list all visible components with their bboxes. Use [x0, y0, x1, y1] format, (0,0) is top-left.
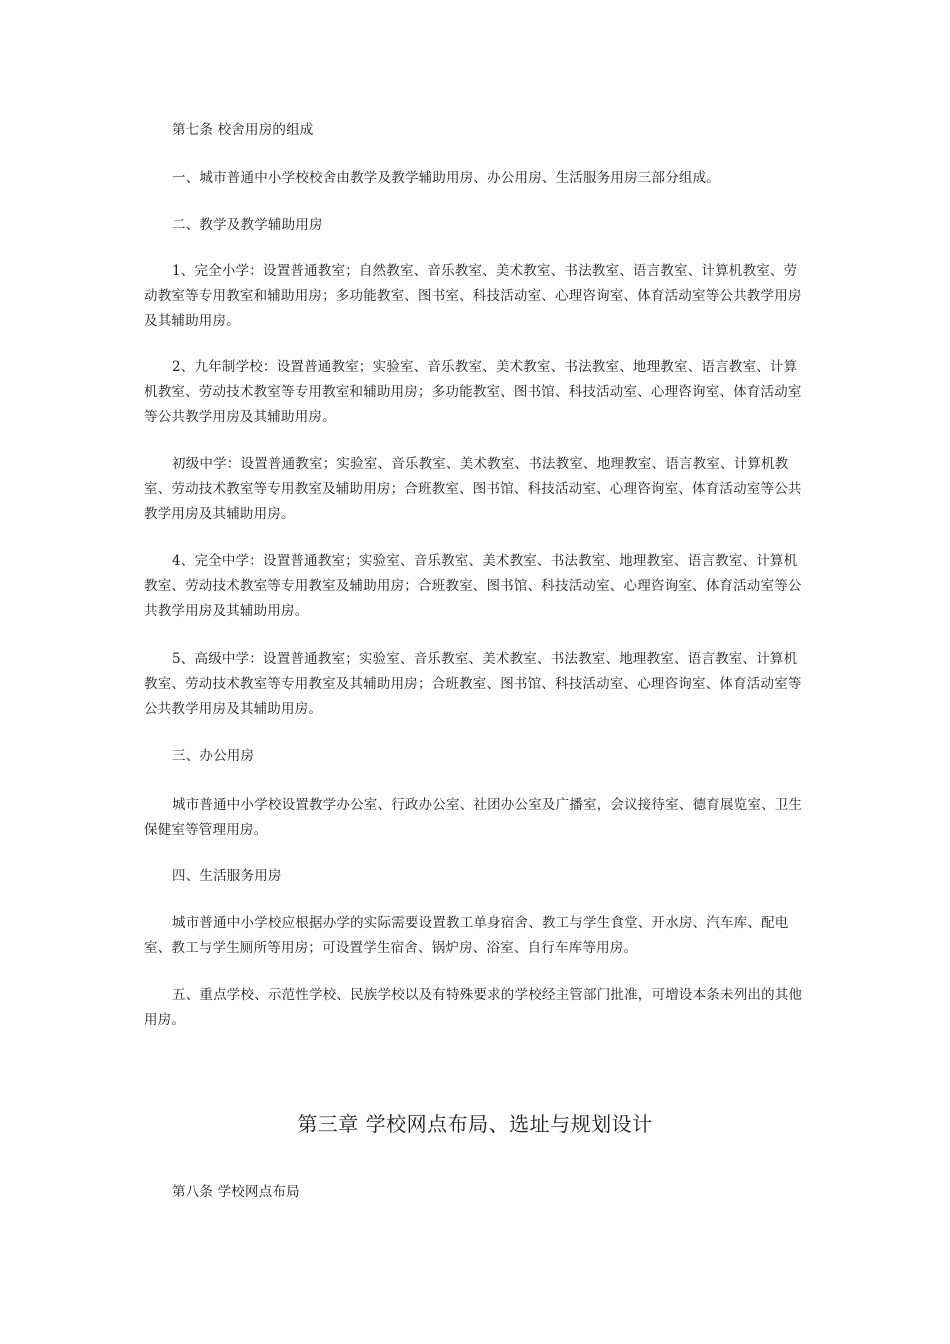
article-7-item-3: 初级中学：设置普通教室；实验室、音乐教室、美术教室、书法教室、地理教室、语言教室、计算机教室、劳动技术教室等专用教室及辅助用房；合班教室、图书馆、科技活动室、心理咨询室、体育活动室等公共教学用房及其辅助用房。 [144, 456, 802, 522]
article-7-section-3-heading: 三、办公用房 [172, 748, 255, 764]
article-7-section-4-body: 城市普通中小学校应根据办学的实际需要设置教工单身宿舍、教工与学生食堂、开水房、汽车库、配电室、教工与学生厕所等用房；可设置学生宿舍、锅炉房、浴室、自行车库等用房。 [144, 915, 789, 956]
article-7-item-5: 5、高级中学：设置普通教室；实验室、音乐教室、美术教室、书法教室、地理教室、语言教室、计算机教室、劳动技术教室等专用教室及其辅助用房；合班教室、图书馆、科技活动室、心理咨询室、体育活动室等公共教学用房及其辅助用房。 [144, 651, 802, 717]
article-7-section-4-heading: 四、生活服务用房 [172, 868, 282, 884]
article-7-item-4: 4、完全中学：设置普通教室；实验室、音乐教室、美术教室、书法教室、地理教室、语言教室、计算机教室、劳动技术教室等专用教室及辅助用房；合班教室、图书馆、科技活动室、心理咨询室、体育活动室等公共教学用房及其辅助用房。 [144, 553, 802, 619]
article-7-paragraph-1: 一、城市普通中小学校校舍由教学及教学辅助用房、办公用房、生活服务用房三部分组成。 [172, 170, 720, 186]
article-7-item-1: 1、完全小学：设置普通教室；自然教室、音乐教室、美术教室、书法教室、语言教室、计算机教室、劳动教室等专用教室和辅助用房；多功能教室、图书室、科技活动室、心理咨询室、体育活动室等公共教学用房及其辅助用房。 [144, 263, 802, 329]
article-7-item-2: 2、九年制学校：设置普通教室；实验室、音乐教室、美术教室、书法教室、地理教室、语言教室、计算机教室、劳动技术教室等专用教室和辅助用房；多功能教室、图书馆、科技活动室、心理咨询室、体育活动室等公共教学用房及其辅助用房。 [144, 359, 802, 425]
article-7-heading: 第七条 校舍用房的组成 [172, 122, 314, 138]
article-8-heading: 第八条 学校网点布局 [172, 1184, 300, 1200]
article-7-paragraph-5: 五、重点学校、示范性学校、民族学校以及有特殊要求的学校经主管部门批准，可增设本条未列出的其他用房。 [144, 987, 803, 1028]
article-7-section-2-heading: 二、教学及教学辅助用房 [172, 217, 323, 233]
chapter-3-title: 第三章 学校网点布局、选址与规划设计 [297, 1112, 653, 1136]
article-7-section-3-body: 城市普通中小学校设置教学办公室、行政办公室、社团办公室及广播室，会议接待室、德育展览室、卫生保健室等管理用房。 [144, 797, 803, 838]
